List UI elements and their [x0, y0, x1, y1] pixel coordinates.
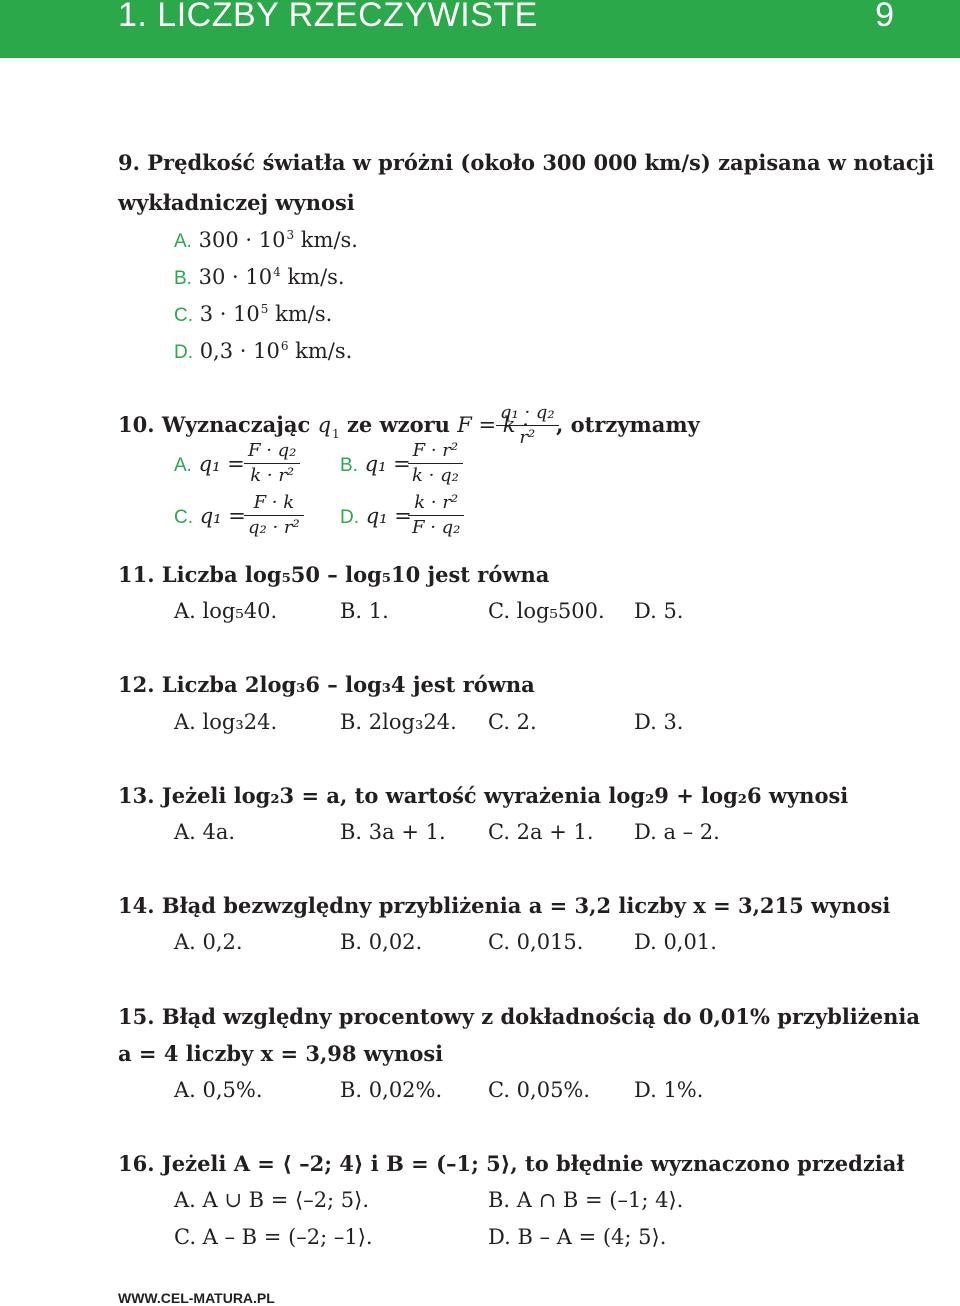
q11-option-a[interactable]: A. log₅40. [174, 599, 278, 623]
q10-suffix: , otrzymamy [556, 412, 700, 437]
q16-option-a[interactable]: A. A ∪ B = ⟨–2; 5⟩. [174, 1188, 370, 1212]
q10-option-a-fraction: $\frac{\text{F · q₂}}{\text{k · r²}}$ [244, 440, 300, 487]
q16-option-b[interactable]: B. A ∩ B = (–1; 4⟩. [488, 1188, 684, 1212]
q9-text-line1: 9. Prędkość światła w próżni (około 300 000 km/s) zapisana w notacji [118, 150, 935, 175]
q9-option-a[interactable]: A. $300 \cdot 10^3$ km/s. [174, 228, 358, 252]
q16-option-d[interactable]: D. B – A = (4; 5⟩. [488, 1225, 667, 1249]
q14-text: 14. Błąd bezwzględny przybliżenia a = 3,2 liczby x = 3,215 wynosi [118, 893, 891, 918]
q10-option-b-label[interactable]: B. q₁ = [340, 452, 411, 476]
q14-option-c[interactable]: C. 0,015. [488, 930, 584, 954]
q15-text-line1: 15. Błąd względny procentowy z dokładnością do 0,01% przybliżenia [118, 1004, 920, 1029]
q12-option-a[interactable]: A. log₃24. [174, 710, 278, 734]
q11-option-b[interactable]: B. 1. [340, 599, 389, 623]
q13-option-a[interactable]: A. 4a. [174, 820, 236, 844]
q10-option-a-label[interactable]: A. q₁ = [174, 452, 245, 476]
q15-option-b[interactable]: B. 0,02%. [340, 1078, 443, 1102]
q15-option-d[interactable]: D. 1%. [634, 1078, 704, 1102]
q10-option-d-fraction: $\frac{\text{k · r²}}{\text{F · q₂}}$ [408, 492, 464, 539]
q14-option-b[interactable]: B. 0,02. [340, 930, 423, 954]
q14-option-a[interactable]: A. 0,2. [174, 930, 243, 954]
q10-option-b-fraction: $\frac{\text{F · r²}}{\text{k · q₂}}$ [408, 440, 463, 487]
q15-option-a[interactable]: A. 0,5%. [174, 1078, 263, 1102]
q10-option-c-fraction: $\frac{F \cdot k}{\text{q₂ · r²}}$ [244, 492, 304, 539]
q11-option-c[interactable]: C. log₅500. [488, 599, 605, 623]
q10-option-d-label[interactable]: D. q₁ = [340, 504, 412, 528]
q10-option-c-label[interactable]: C. q₁ = [174, 504, 246, 528]
q12-option-c[interactable]: C. 2. [488, 710, 537, 734]
q16-text: 16. Jeżeli A = ⟨ –2; 4⟩ i B = (–1; 5⟩, to błędnie wyznaczono przedział [118, 1151, 905, 1176]
chapter-header [0, 0, 960, 58]
q16-option-c[interactable]: C. A – B = (–2; –1⟩. [174, 1225, 373, 1249]
q9-option-b[interactable]: B. $30 \cdot 10^4$ km/s. [174, 265, 345, 289]
q14-option-d[interactable]: D. 0,01. [634, 930, 717, 954]
q13-option-d[interactable]: D. a – 2. [634, 820, 720, 844]
q11-text: 11. Liczba log₅50 – log₅10 jest równa [118, 562, 550, 587]
q10-main-fraction: $\frac{\text{q₁ · q₂}}{\text{r²}}$ [496, 402, 559, 449]
q11-option-d[interactable]: D. 5. [634, 599, 684, 623]
q9-option-d[interactable]: D. $0,3 \cdot 10^6$ km/s. [174, 339, 353, 363]
q15-text-line2: a = 4 liczby x = 3,98 wynosi [118, 1041, 444, 1066]
q13-option-c[interactable]: C. 2a + 1. [488, 820, 594, 844]
page-number: 9 [875, 0, 894, 34]
footer-url: WWW.CEL-MATURA.PL [118, 1290, 275, 1306]
q12-option-b[interactable]: B. 2log₃24. [340, 710, 457, 734]
q12-text: 12. Liczba 2log₃6 – log₃4 jest równa [118, 672, 535, 697]
q9-option-c[interactable]: C. $3 \cdot 10^5$ km/s. [174, 302, 333, 326]
chapter-title: 1. LICZBY RZECZYWISTE [118, 0, 538, 34]
q15-option-c[interactable]: C. 0,05%. [488, 1078, 591, 1102]
q13-option-b[interactable]: B. 3a + 1. [340, 820, 446, 844]
q13-text: 13. Jeżeli log₂3 = a, to wartość wyrażenia log₂9 + log₂6 wynosi [118, 783, 849, 808]
q12-option-d[interactable]: D. 3. [634, 710, 684, 734]
q10-text: 10. Wyznaczając $q_1$ ze wzoru F = k · [118, 412, 529, 441]
q9-text-line2: wykładniczej wynosi [118, 190, 355, 215]
